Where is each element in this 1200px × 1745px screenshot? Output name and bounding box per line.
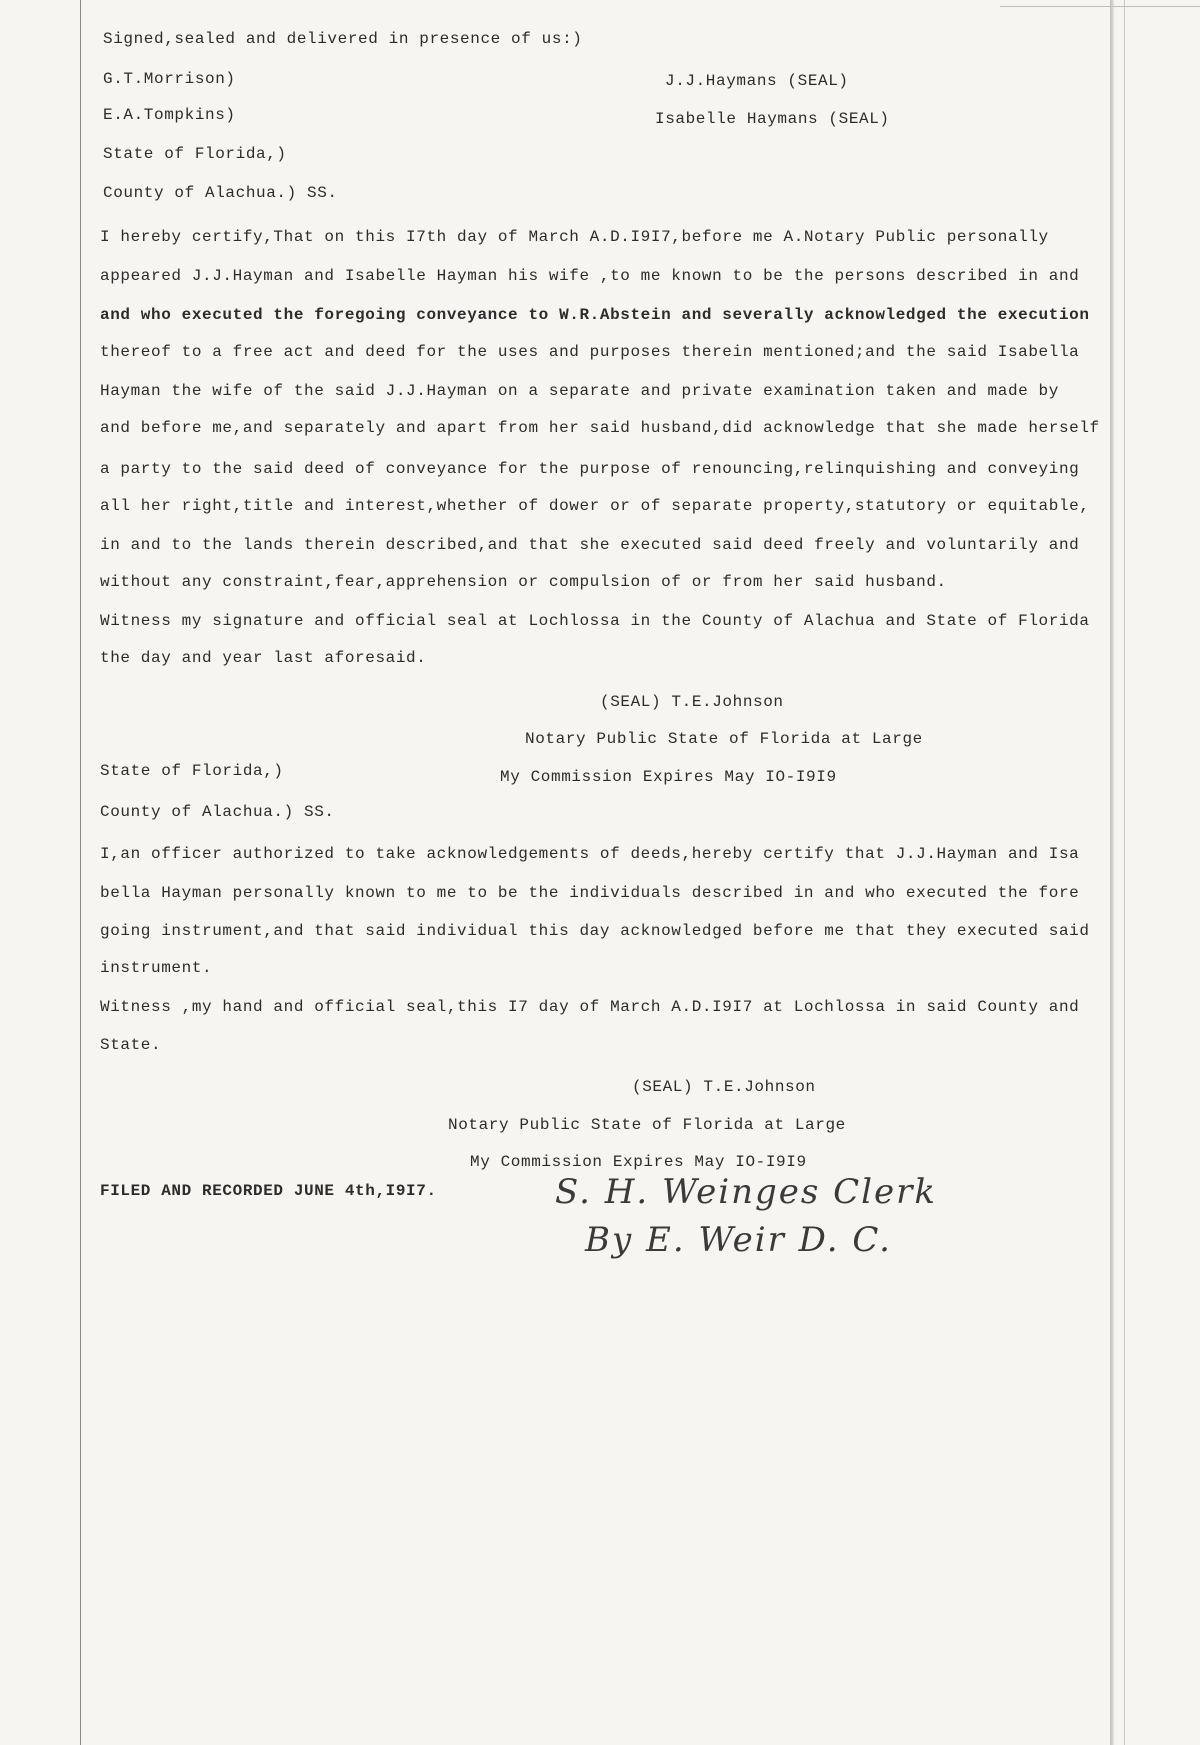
deputy-clerk-signature: By E. Weir D. C. bbox=[585, 1220, 892, 1260]
certificate-2-line-2: bella Hayman personally known to me to be the individuals described in and who executed the fore bbox=[100, 884, 1080, 902]
certificate-2-line-1: I,an officer authorized to take acknowledgements of deeds,hereby certify that J.J.Hayman and Isa bbox=[100, 845, 1080, 863]
certificate-1-line-7: a party to the said deed of conveyance for the purpose of renouncing,relinquishing and conveying bbox=[100, 460, 1080, 478]
certificate-1-line-6: and before me,and separately and apart from her said husband,did acknowledge that she made herself bbox=[100, 419, 1100, 437]
certificate-1-line-10: without any constraint,fear,apprehension or compulsion of or from her said husband. bbox=[100, 573, 947, 591]
grantor-jj-haymans: J.J.Haymans (SEAL) bbox=[665, 72, 849, 90]
certificate-2-line-5: Witness ,my hand and official seal,this I7 day of March A.D.I9I7 at Lochlossa in said County and bbox=[100, 998, 1080, 1016]
witness-morrison: G.T.Morrison) bbox=[103, 70, 236, 88]
page-right-edge bbox=[1110, 0, 1114, 1745]
certificate-1-line-1: I hereby certify,That on this I7th day of March A.D.I9I7,before me A.Notary Public personally bbox=[100, 228, 1049, 246]
notary-1-commission: My Commission Expires May IO-I9I9 bbox=[500, 768, 837, 786]
certificate-1-line-2: appeared J.J.Hayman and Isabelle Hayman his wife ,to me known to be the persons described in and bbox=[100, 267, 1080, 285]
notary-2-seal-name: (SEAL) T.E.Johnson bbox=[632, 1078, 816, 1096]
filed-and-recorded: FILED AND RECORDED JUNE 4th,I9I7. bbox=[100, 1182, 437, 1200]
notary-2-title: Notary Public State of Florida at Large bbox=[448, 1116, 846, 1134]
grantor-isabelle-haymans: Isabelle Haymans (SEAL) bbox=[655, 110, 890, 128]
certificate-2-line-4: instrument. bbox=[100, 959, 213, 977]
state-of-florida-2: State of Florida,) bbox=[100, 762, 284, 780]
certificate-2-line-3: going instrument,and that said individual this day acknowledged before me that they executed said bbox=[100, 922, 1090, 940]
notary-1-seal-name: (SEAL) T.E.Johnson bbox=[600, 693, 784, 711]
certificate-1-line-5: Hayman the wife of the said J.J.Hayman on a separate and private examination taken and made by bbox=[100, 382, 1059, 400]
page-right-edge-line bbox=[1124, 0, 1125, 1745]
left-margin-rule bbox=[80, 0, 81, 1745]
certificate-1-line-8: all her right,title and interest,whether of dower or of separate property,statutory or equitable, bbox=[100, 497, 1090, 515]
certificate-1-line-9: in and to the lands therein described,and that she executed said deed freely and voluntarily and bbox=[100, 536, 1080, 554]
clerk-signature: S. H. Weinges Clerk bbox=[555, 1172, 938, 1212]
certificate-1-line-4: thereof to a free act and deed for the uses and purposes therein mentioned;and the said Isabella bbox=[100, 343, 1080, 361]
certificate-2-line-6: State. bbox=[100, 1036, 162, 1054]
certificate-1-line-12: the day and year last aforesaid. bbox=[100, 649, 427, 667]
page-top-edge bbox=[1000, 6, 1200, 7]
state-of-florida-1: State of Florida,) bbox=[103, 145, 287, 163]
certificate-1-line-11: Witness my signature and official seal at Lochlossa in the County of Alachua and State of Florida bbox=[100, 612, 1090, 630]
notary-2-commission: My Commission Expires May IO-I9I9 bbox=[470, 1153, 807, 1171]
county-of-alachua-1: County of Alachua.) SS. bbox=[103, 184, 338, 202]
county-of-alachua-2: County of Alachua.) SS. bbox=[100, 803, 335, 821]
notary-1-title: Notary Public State of Florida at Large bbox=[525, 730, 923, 748]
witness-tompkins: E.A.Tompkins) bbox=[103, 106, 236, 124]
certificate-1-line-3: and who executed the foregoing conveyance to W.R.Abstein and severally acknowledged the execution bbox=[100, 306, 1090, 324]
signed-sealed-line: Signed,sealed and delivered in presence of us:) bbox=[103, 30, 583, 48]
